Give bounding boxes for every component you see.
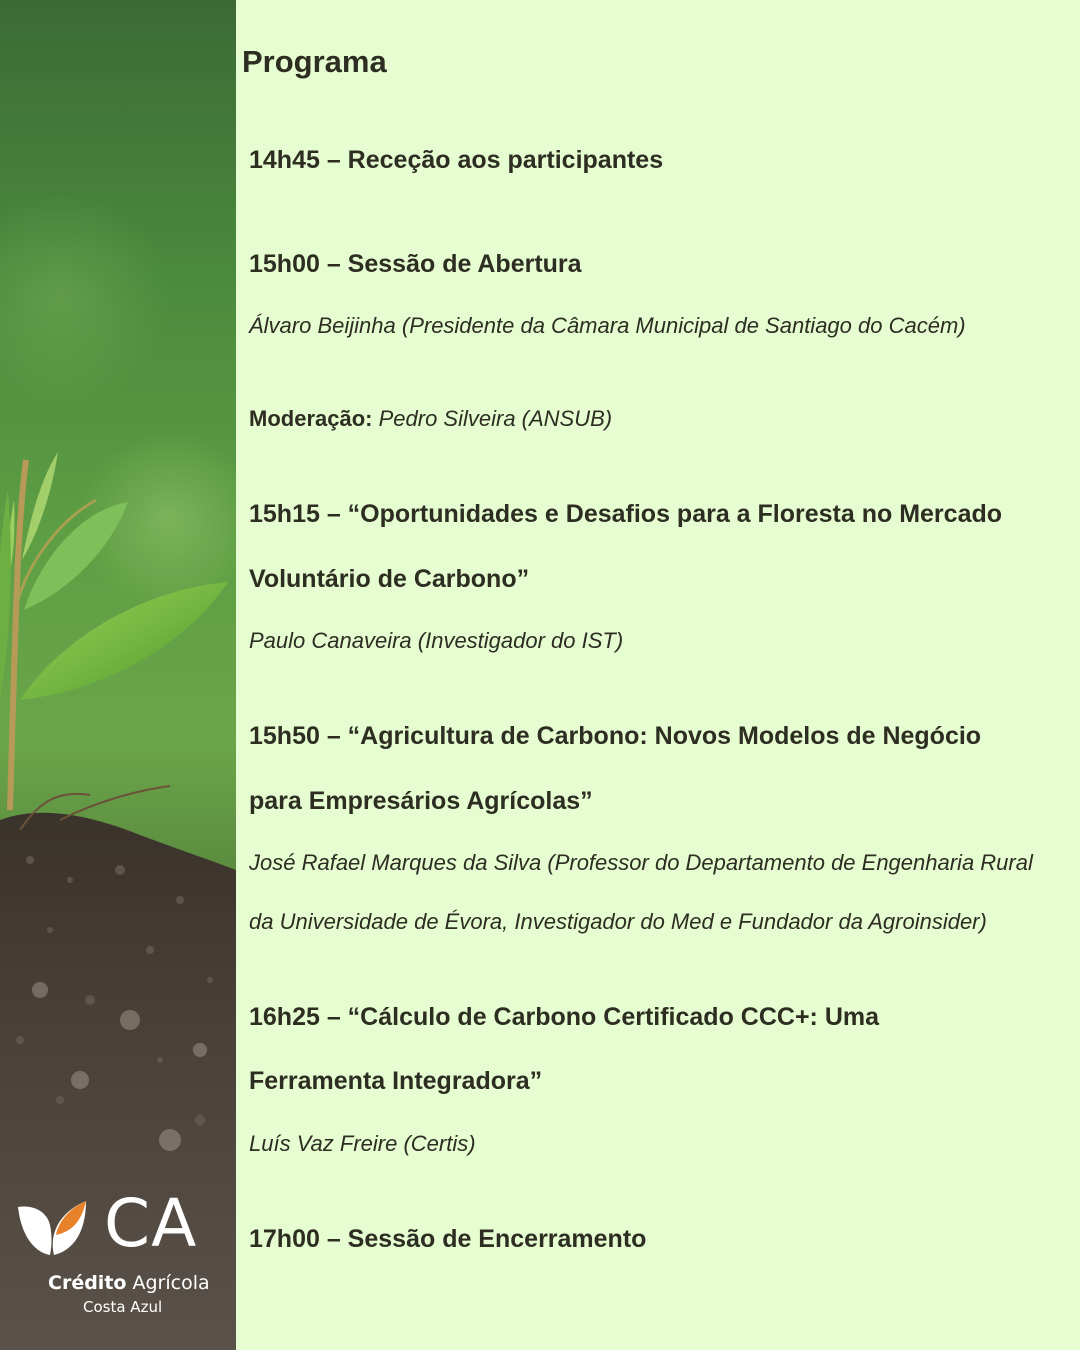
bank-name	[48, 1272, 210, 1294]
program-title: Programa	[242, 44, 387, 79]
item-closing-heading: 17h00 – Sessão de Encerramento	[249, 1225, 647, 1253]
program-panel	[236, 0, 1080, 1350]
plant-soil-photo	[0, 0, 236, 1350]
item-agriculture-heading-line2: para Empresários Agrícolas”	[249, 787, 593, 815]
item-calculation-heading-line2: Ferramenta Integradora”	[249, 1067, 543, 1095]
leaf-logo-icon	[16, 1195, 88, 1259]
item-reception-heading: 14h45 – Receção aos participantes	[249, 146, 664, 174]
item-agriculture-speaker-line1: José Rafael Marques da Silva (Professor do Departamento de Engenharia Rural	[249, 850, 1033, 875]
item-agriculture-speaker-line2: da Universidade de Évora, Investigador do Med e Fundador da Agroinsider)	[249, 909, 987, 934]
moderation-label: Moderação:	[249, 406, 373, 431]
seedling-illustration	[0, 0, 236, 1350]
credito-agricola-logo	[16, 1185, 216, 1325]
logo-initials: CA	[104, 1185, 198, 1262]
item-agriculture-heading-line1: 15h50 – “Agricultura de Carbono: Novos Modelos de Negócio	[249, 722, 982, 750]
item-forest-heading-line1: 15h15 – “Oportunidades e Desafios para a Floresta no Mercado	[249, 500, 1003, 528]
item-opening-speaker: Álvaro Beijinha (Presidente da Câmara Municipal de Santiago do Cacém)	[249, 313, 966, 338]
moderation-name: Pedro Silveira (ANSUB)	[372, 406, 613, 431]
item-calculation-speaker: Luís Vaz Freire (Certis)	[249, 1131, 476, 1156]
bank-name-bold: Crédito	[48, 1272, 127, 1294]
bank-region: Costa Azul	[83, 1298, 163, 1316]
item-forest-heading-line2: Voluntário de Carbono”	[249, 565, 530, 593]
bank-name-regular: Agrícola	[126, 1272, 210, 1294]
item-opening-heading: 15h00 – Sessão de Abertura	[249, 250, 582, 278]
moderation-line	[249, 406, 1069, 432]
item-calculation-heading-line1: 16h25 – “Cálculo de Carbono Certificado CCC+: Uma	[249, 1003, 880, 1031]
item-forest-speaker: Paulo Canaveira (Investigador do IST)	[249, 628, 624, 653]
